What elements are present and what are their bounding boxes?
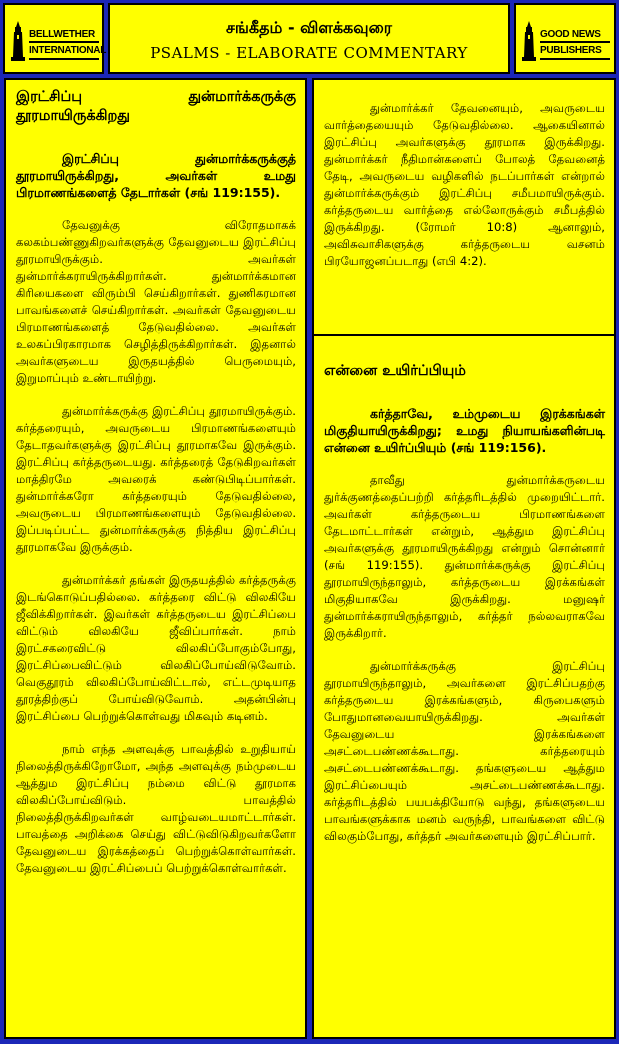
paragraph: தேவனுக்கு விரோதமாகக் கலகம்பண்ணுகிறவர்களுக்கு தேவனுடைய இரட்சிப்பு தூரமாயிருக்கும். அவர்கள் துன்மார்க்கராயிருக்கிறார்கள். துன்மார்க்கமான கிரியைகளை விரும்பி செய்கிறார்கள். துணிகரமான பாவங்களைச் செய்கிறார்கள். அவர்கள் தேவனுடைய பிரமாணங்களைத் தேடுவதில்லை. அவர்கள் உலகப்பிரகாரமாக செழித்திருக்கிறார்கள். இதனால் அவர்களுடைய இருதயத்தில் பெருமையும், இறுமாப்பும் உண்டாயிற்று. <box>16 218 296 385</box>
divider <box>314 334 614 336</box>
section-title: என்னை உயிர்ப்பியும் <box>324 363 466 379</box>
logo-rule <box>540 58 610 60</box>
paragraph: துன்மார்க்கருக்கு இரட்சிப்பு தூரமாயிருந்தாலும், அவர்களை இரட்சிப்பதற்கு கர்த்தருடைய இரக்கங்களும், கிருபைகளும் போதுமானவையாயிருக்கிறது. அவர்கள் தேவனுடைய இரக்கங்களை அசட்டைபண்ணக்கூடாது. கர்த்தரையும் அசட்டைபண்ணக்கூடாது. தங்களுடைய ஆத்தும இரட்சிப்பையும் அசட்டைபண்ணக்கூடாது. கர்த்தரிடத்தில் பயபக்தியோடு வந்து, தங்களுடைய பாவங்களுக்காக மனம் வருந்தி, பாவங்களை விட்டு விலகும்போது, கர்த்தர் அவர்களையும் இரட்சிப்பார். <box>324 659 605 843</box>
right-bottom-block <box>314 338 614 845</box>
verse-quote: இரட்சிப்பு துன்மார்க்கருக்குத் தூரமாயிருக்கிறது, அவர்கள் உமது பிரமாணங்களைத் தேடார்கள் (சங் 119:155). <box>16 151 296 200</box>
verse-quote: கர்த்தாவே, உம்முடைய இரக்கங்கள் மிகுதியாயிருக்கிறது; உமது நியாயங்களின்படி என்னை உயிர்ப்பியும் (சங் 119:156). <box>324 406 605 455</box>
paragraph: துன்மார்க்கர் தேவனையும், அவருடைய வார்த்தையையும் தேடுவதில்லை. ஆகையினால் இரட்சிப்பு அவர்களுக்கு தூரமாக இருக்கிறது. துன்மார்க்கர் நீதிமான்களைப் போலத் தேவனைத் தேடி, அவருடைய வழிகளில் நடப்பார்கள் என்றால் துன்மார்க்கருக்கும் இரட்சிப்பு சமீபமாயிருக்கும். கர்த்தருடைய வார்த்தை எல்லோருக்கும் சமீபத்தில் இருக்கிறது. (ரோமர் 10:8) ஆனாலும், அவிசுவாசிகளுக்கு கர்த்தருடைய வசனம் பிரயோஜனப்படாது (எபி 4:2). <box>324 101 605 268</box>
header-title-box <box>108 3 510 74</box>
bellwether-logo <box>9 21 107 61</box>
left-column <box>4 78 307 1039</box>
goodnews-logo <box>520 21 612 61</box>
logo-right-line1: GOOD NEWS <box>540 29 601 40</box>
logo-rule <box>540 41 610 43</box>
logo-left-line2: INTERNATIONAL <box>29 45 107 56</box>
paragraph: தாவீது துன்மார்க்கருடைய துர்க்குணத்தைப்பற்றி கர்த்தரிடத்தில் முறையிட்டார். அவர்கள் கர்த்தருடைய பிரமாணங்களை தேடமாட்டார்கள் என்றும், ஆத்தும இரட்சிப்பு அவர்களுக்கு தூரமாயிருக்கிறது என்றும் சொன்னார் (சங் 119:155). துன்மார்க்கருக்கு இரட்சிப்பு தூரமாயிருந்தாலும், கர்த்தருடைய இரக்கங்கள் மிகுதியாகவே இருக்கிறது. மனுஷர் துன்மார்க்கராயிருந்தாலும், கர்த்தர் நல்லவராகவே இருக்கிறார். <box>324 473 605 640</box>
title-english: PSALMS - ELABORATE COMMENTARY <box>150 44 468 62</box>
paragraph: துன்மார்க்கருக்கு இரட்சிப்பு தூரமாயிருக்கும். கர்த்தரையும், அவருடைய பிரமாணங்களையும் தேடாதவர்களுக்கு இரட்சிப்பு தூரமாகவே இருக்கும். இரட்சிப்பு கர்த்தருடையது. கர்த்தரைத் தேடுகிறவர்கள் மாத்திரமே அவரைக் கண்டுபிடிப்பார்கள். துன்மார்க்கரோ கர்த்தரையும் தேடுவதில்லை, அவருடைய பிரமாணங்களையும் தேடுவதில்லை. இப்படிப்பட்ட துன்மார்க்கருக்கு நித்திய இரட்சிப்பு தூரமாகவே இருக்கும். <box>16 404 296 554</box>
right-column <box>312 78 616 1039</box>
logo-rule <box>29 58 99 60</box>
logo-rule <box>29 41 99 43</box>
logo-left-line1: BELLWETHER <box>29 29 95 40</box>
tower-icon <box>11 21 25 61</box>
goodnews-logo-box <box>514 3 616 74</box>
section-title: இரட்சிப்பு துன்மார்க்கருக்கு தூரமாயிருக்கிறது <box>16 89 296 124</box>
paragraph: நாம் எந்த அளவுக்கு பாவத்தில் உறுதியாய் நிலைத்திருக்கிறோமோ, அந்த அளவுக்கு நம்முடைய ஆத்தும இரட்சிப்பு நம்மை விட்டு தூரமாக விலகிப்போய்விடும். பாவத்தில் நிலைத்திருக்கிறவர்கள் வாழ்வடையமாட்டார்கள். பாவத்தை அறிக்கை செய்து விட்டுவிடுகிறவர்களோ தேவனுடைய இரக்கத்தைப் பெற்றுக்கொள்வார்கள். தேவனுடைய இரட்சிப்பைப் பெற்றுக்கொள்வார்கள். <box>16 742 296 875</box>
logo-right-line2: PUBLISHERS <box>540 45 602 56</box>
title-tamil: சங்கீதம் - விளக்கவுரை <box>225 18 392 37</box>
paragraph: துன்மார்க்கர் தங்கள் இருதயத்தில் கர்த்தருக்கு இடங்கொடுப்பதில்லை. கர்த்தரை விட்டு விலகியே ஜீவிக்கிறார்கள். இவர்கள் கர்த்தருடைய இரட்சிப்பை விட்டும் விலகியே ஜீவிப்பார்கள். நாம் இரட்சகரைவிட்டு விலகிப்போகும்போது, இரட்சிப்பைவிட்டும் விலகிப்போய்விடுவோம். வெகுதூரம் விலகிப்போய்விட்டால், எட்டமுடியாத தூரத்திற்குப் போய்விடுவோம். அதன்பின்பு இரட்சிப்பை பெற்றுக்கொள்வது மிகவும் கடினம். <box>16 573 296 723</box>
tower-icon <box>522 21 536 61</box>
right-top-block <box>314 80 614 332</box>
bellwether-logo-box <box>3 3 107 74</box>
